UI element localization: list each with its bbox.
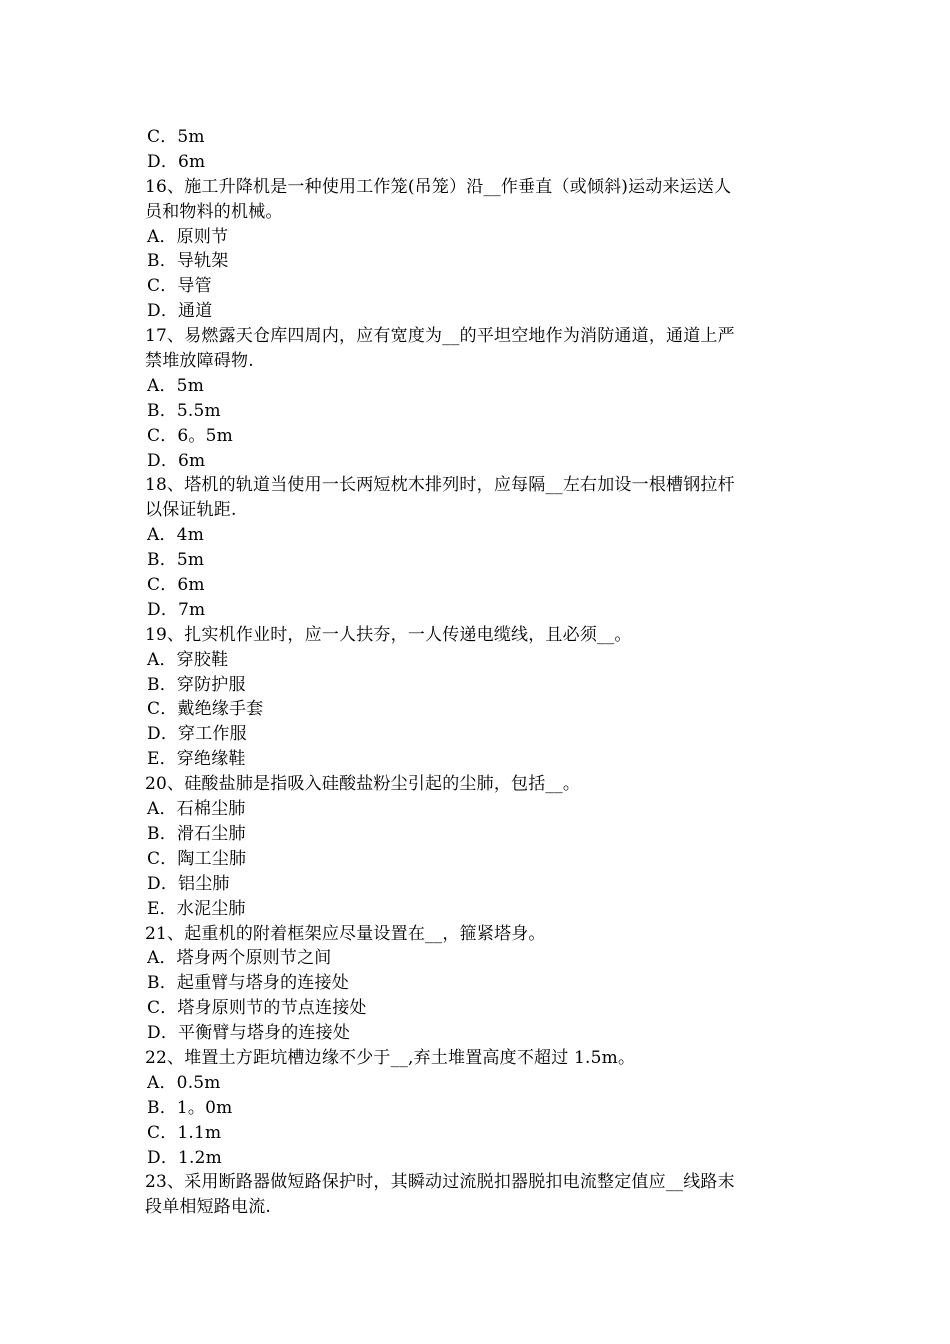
- answer-option: B．5.5m: [147, 400, 221, 421]
- question-text: 22、堆置土方距坑槽边缘不少于__,弃土堆置高度不超过 1.5m。: [145, 1047, 636, 1068]
- answer-option: C．5m: [147, 127, 205, 147]
- answer-option: C．戴绝缘手套: [147, 699, 264, 720]
- question-text: 16、施工升降机是一种使用工作笼(吊笼）沿__作垂直（或倾斜)运动来运送人: [145, 176, 732, 197]
- answer-option: E．水泥尘肺: [147, 898, 246, 919]
- answer-option: C．6。5m: [147, 425, 233, 446]
- answer-option: D．平衡臂与塔身的连接处: [147, 1023, 351, 1044]
- answer-option: B．1。0m: [147, 1097, 233, 1118]
- question-text: 员和物料的机械。: [145, 201, 283, 222]
- answer-option: B．穿防护服: [147, 674, 246, 695]
- question-text: 段单相短路电流.: [145, 1197, 272, 1218]
- answer-option: B．滑石尘肺: [147, 823, 246, 844]
- answer-option: B．5m: [147, 550, 205, 571]
- answer-option: D．铝尘肺: [147, 873, 230, 894]
- question-text: 19、扎实机作业时，应一人扶夯，一人传递电缆线，且必须__。: [145, 624, 632, 645]
- answer-option: C．陶工尘肺: [147, 848, 247, 869]
- answer-option: B．起重臂与塔身的连接处: [147, 973, 349, 994]
- answer-option: C．6m: [147, 575, 205, 596]
- answer-option: C．1.1m: [147, 1122, 222, 1143]
- question-text: 17、易燃露天仓库四周内，应有宽度为__的平坦空地作为消防通道，通道上严: [145, 326, 735, 347]
- answer-option: A．原则节: [147, 226, 229, 247]
- answer-option: D．1.2m: [147, 1147, 222, 1168]
- question-text: 以保证轨距.: [145, 500, 237, 521]
- question-text: 禁堆放障碍物.: [145, 351, 254, 372]
- answer-option: C．塔身原则节的节点连接处: [147, 998, 367, 1019]
- answer-option: A．4m: [147, 525, 205, 546]
- answer-option: A．5m: [147, 375, 205, 396]
- question-text: 21、起重机的附着框架应尽量设置在__，箍紧塔身。: [145, 923, 546, 944]
- question-text: 20、硅酸盐肺是指吸入硅酸盐粉尘引起的尘肺，包括__。: [145, 774, 581, 795]
- answer-option: E．穿绝缘鞋: [147, 749, 246, 770]
- answer-option: D．通道: [147, 301, 213, 322]
- answer-option: C．导管: [147, 276, 212, 297]
- answer-option: B．导轨架: [147, 251, 229, 272]
- answer-option: D．7m: [147, 599, 206, 620]
- answer-option: D．6m: [147, 151, 206, 172]
- question-text: 23、采用断路器做短路保护时，其瞬动过流脱扣器脱扣电流整定值应__线路末: [145, 1172, 735, 1193]
- answer-option: A．穿胶鞋: [147, 649, 229, 670]
- question-text: 18、塔机的轨道当使用一长两短枕木排列时，应每隔__左右加设一根槽钢拉杆: [145, 475, 735, 496]
- answer-option: A．0.5m: [147, 1072, 221, 1093]
- exam-question-list: [145, 125, 810, 1220]
- answer-option: D．6m: [147, 450, 206, 471]
- answer-option: A．塔身两个原则节之间: [147, 948, 332, 969]
- answer-option: A．石棉尘肺: [147, 799, 246, 820]
- answer-option: D．穿工作服: [147, 724, 247, 745]
